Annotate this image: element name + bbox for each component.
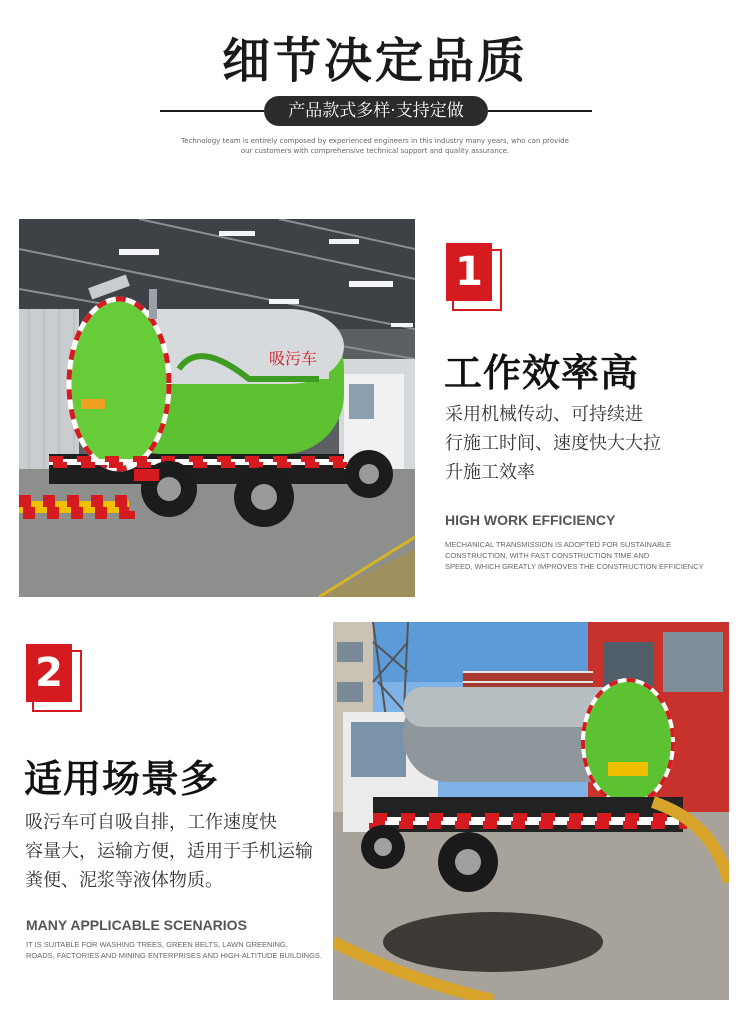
title-rule-left — [160, 110, 264, 112]
feature-desc-2-line-2: 容量大，运输方便，适用于手机运输 — [25, 841, 313, 862]
feature-desc-2-line-3: 粪便、泥浆等液体物质。 — [25, 870, 223, 891]
tagline-line-1: Technology team is entirely composed by experienced engineers in this industry many years, who can provide — [181, 137, 569, 145]
outdoor-truck-illustration — [333, 622, 729, 1000]
page-title: 细节决定品质 — [221, 33, 528, 89]
number-badge-2: 2 — [26, 644, 72, 702]
feature-desc-1 — [445, 400, 745, 487]
feature-en-desc-1 — [445, 539, 745, 572]
title-rule-right — [488, 110, 592, 112]
feature-desc-2 — [25, 808, 325, 895]
number-badge-1: 1 — [446, 243, 492, 301]
tagline-line-2: our customers with comprehensive technical support and quality assurance. — [240, 147, 510, 155]
feature-en-desc-1-line-3: SPEED, WHICH GREATLY IMPROVES THE CONSTRUCTION EFFICIENCY — [445, 562, 704, 571]
workshop-truck-illustration — [19, 219, 415, 597]
feature-en-desc-1-line-2: CONSTRUCTION, WITH FAST CONSTRUCTION TIME AND — [445, 551, 650, 560]
feature-en-title-1: HIGH WORK EFFICIENCY — [445, 512, 616, 528]
feature-desc-1-line-1: 采用机械传动、可持续进 — [445, 404, 643, 425]
feature-title-2: 适用场景多 — [24, 757, 220, 801]
truck-photo-workshop — [19, 219, 415, 597]
feature-desc-1-line-2: 行施工时间、速度快大大拉 — [445, 433, 661, 454]
tank-lettering: 吸污车 — [269, 349, 318, 368]
subtitle-pill: 产品款式多样·支持定做 — [264, 96, 488, 126]
feature-en-desc-2 — [26, 939, 326, 961]
feature-en-desc-2-line-1: IT IS SUITABLE FOR WASHING TREES, GREEN BELTS, LAWN GREENING, — [26, 940, 288, 949]
feature-desc-2-line-1: 吸污车可自吸自排，工作速度快 — [25, 812, 277, 833]
feature-title-1: 工作效率高 — [444, 351, 640, 395]
feature-en-desc-2-line-2: ROADS, FACTORIES AND MINING ENTERPRISES AND HIGH-ALTITUDE BUILDINGS. — [26, 951, 323, 960]
truck-photo-outdoor — [333, 622, 729, 1000]
feature-en-title-2: MANY APPLICABLE SCENARIOS — [26, 917, 247, 933]
feature-desc-1-line-3: 升施工效率 — [445, 462, 535, 483]
tagline — [180, 136, 570, 156]
feature-en-desc-1-line-1: MECHANICAL TRANSMISSION IS ADOPTED FOR SUSTAINABLE — [445, 540, 672, 549]
